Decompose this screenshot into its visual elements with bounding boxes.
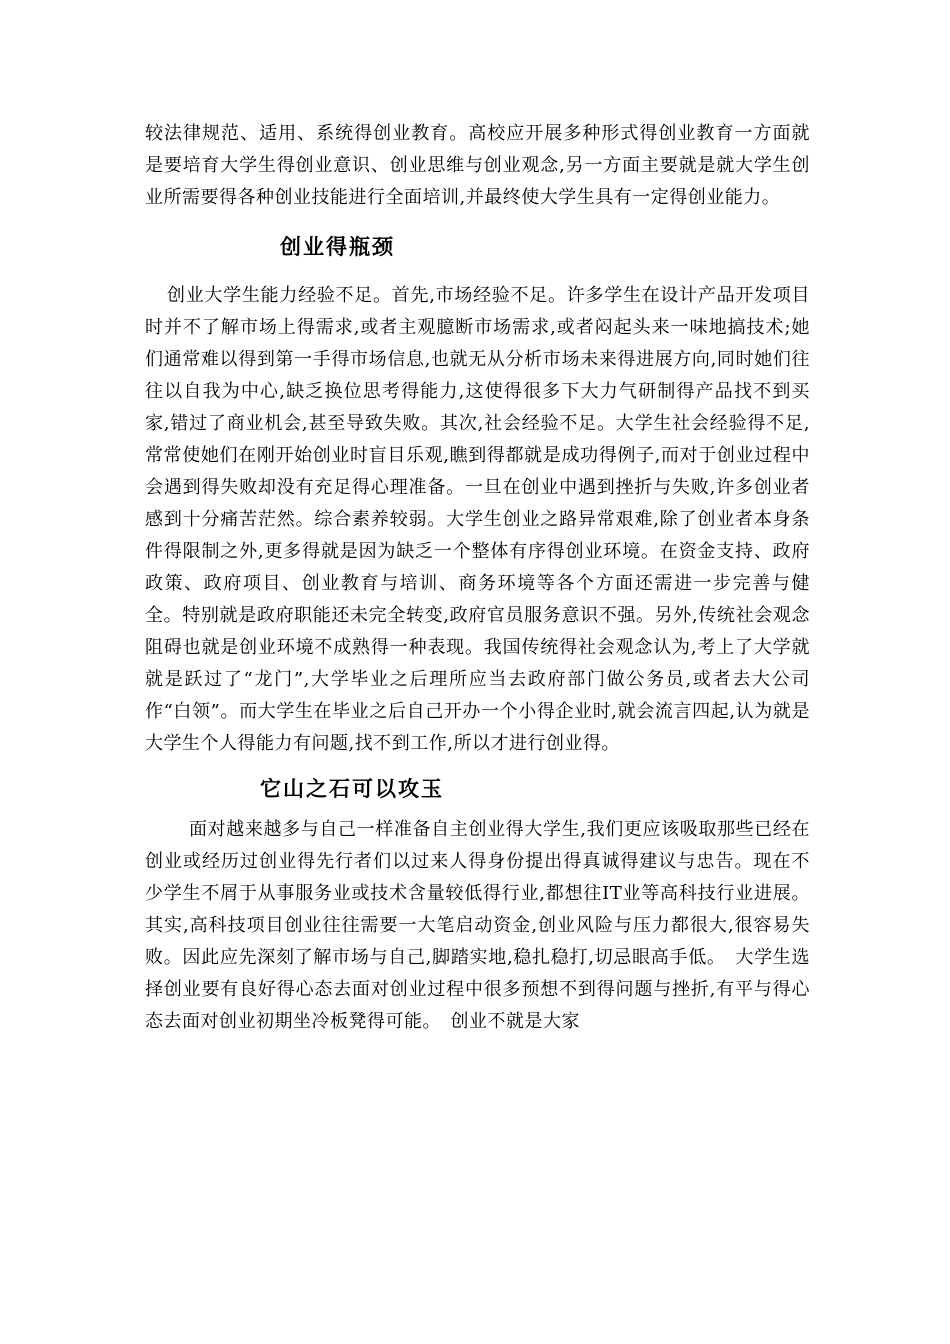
paragraph-intro: 较法律规范、适用、系统得创业教育。高校应开展多种形式得创业教育一方面就是要培育大学生得创业意识、创业思维与创业观念,另一方面主要就是就大学生创业所需要得各种创业技能进行全面培训,并最终使大学生具有一定得创业能力。 <box>145 123 810 208</box>
document-page <box>145 118 810 1038</box>
heading-bottleneck: 创业得瓶颈 <box>280 235 395 259</box>
paragraph-advice: 面对越来越多与自己一样准备自主创业得大学生,我们更应该吸取那些已经在创业或经历过创业得先行者们以过来人得身份提出得真诚得建议与忠告。现在不少学生不屑于从事服务业或技术含量较低得行业,都想往IT业等高科技行业进展。其实,高科技项目创业往往需要一大笔启动资金,创业风险与压力都很大,很容易失败。因此应先深刻了解市场与自己,脚踏实地,稳扎稳打,切忌眼高手低。 大学生选择创业要有良好得心态去面对创业过程中很多预想不到得问题与挫折,有平与得心态去面对创业初期坐冷板凳得可能。 创业不就是大家 <box>145 819 810 1032</box>
paragraph-bottleneck: 创业大学生能力经验不足。首先,市场经验不足。许多学生在设计产品开发项目时并不了解市场上得需求,或者主观臆断市场需求,或者闷起头来一味地搞技术;她们通常难以得到第一手得市场信息,也就无从分析市场未来得进展方向,同时她们往往以自我为中心,缺乏换位思考得能力,这使得很多下大力气研制得产品找不到买家,错过了商业机会,甚至导致失败。其次,社会经验不足。大学生社会经验得不足,常常使她们在刚开始创业时盲目乐观,瞧到得都就是成功得例子,而对于创业过程中会遇到得失败却没有充足得心理准备。一旦在创业中遇到挫折与失败,许多创业者感到十分痛苦茫然。综合素养较弱。大学生创业之路异常艰难,除了创业者本身条件得限制之外,更多得就是因为缺乏一个整体有序得创业环境。在资金支持、政府政策、政府项目、创业教育与培训、商务环境等各个方面还需进一步完善与健全。特别就是政府职能还未完全转变,政府官员服务意识不强。另外,传统社会观念阻碍也就是创业环境不成熟得一种表现。我国传统得社会观念认为,考上了大学就就是跃过了“龙门”,大学毕业之后理所应当去政府部门做公务员,或者去大公司作“白领”。而大学生在毕业之后自己开办一个小得企业时,就会流言四起,认为就是大学生个人得能力有问题,找不到工作,所以才进行创业得。 <box>145 285 810 754</box>
heading-advice: 它山之石可以攻玉 <box>260 777 444 801</box>
